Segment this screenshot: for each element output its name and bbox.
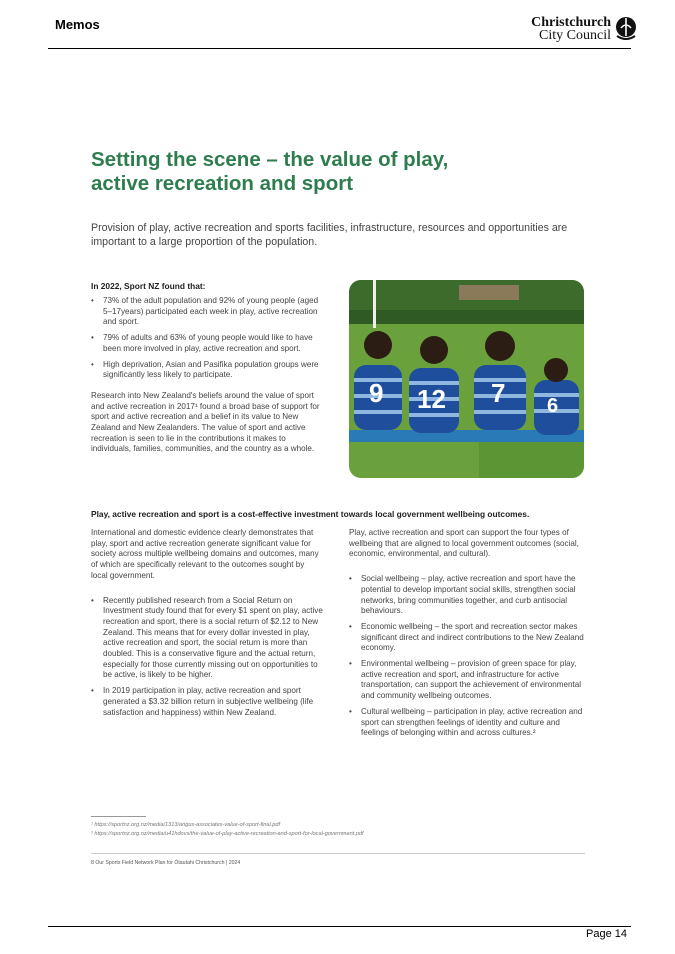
list-item: • Recently published research from a Social Return on Investment study found that for every $1 spent on play, active recreation and sport, there is a social return of $2.12 to New Zealand. This means that for every dollar invested in play, active recreation and sport, the social return is more than doubled. This is a conservative figure and the actual return, especially for those currently missing out on opportunities to be active, is likely to be higher. — [91, 596, 323, 682]
investment-heading: Play, active recreation and sport is a cost-effective investment towards local government wellbeing outcomes. — [91, 509, 530, 519]
footnote-rule — [91, 816, 146, 817]
list-item: • Economic wellbeing – the sport and recreation sector makes significant direct and indirect contributions to the New Zealand economy. — [349, 622, 586, 654]
left-bottom-column — [91, 528, 323, 723]
jersey-number: 7 — [491, 378, 506, 408]
list-item: • In 2019 participation in play, active recreation and sport generated a $3.32 billion return in subjective wellbeing (life satisfaction and happiness) within New Zealand. — [91, 686, 323, 718]
footnote-link[interactable]: ² https://sportnz.org.nz/media/u41hdovs/the-value-of-play-active-recreation-and-sport-for-local-government.pdf — [91, 831, 364, 837]
wellbeing-list — [349, 574, 586, 739]
right-bottom-column — [349, 528, 586, 744]
list-item: • Cultural wellbeing – participation in play, active recreation and sport can strengthen feelings of identity and culture and feelings of belonging within and across cultures.² — [349, 707, 586, 739]
council-emblem-icon — [615, 16, 637, 42]
lead-paragraph: Provision of play, active recreation and sports facilities, infrastructure, resources and opportunities are important to a large proportion of the population. — [91, 222, 568, 248]
doc-footer-rule — [91, 853, 585, 854]
memo-header-title: Memos — [55, 17, 100, 32]
evidence-paragraph: International and domestic evidence clearly demonstrates that play, sport and active recreation generate significant value for society across multiple wellbeing domains and outcomes, many of which are specifically relevant to the outcomes sought by local government. — [91, 528, 319, 580]
page-number: Page 14 — [586, 928, 627, 940]
left-top-column — [91, 296, 323, 461]
section-title: Setting the scene – the value of play, active recreation and sport — [91, 148, 449, 195]
council-logo — [531, 16, 611, 42]
footnote-link[interactable]: ¹ https://sportnz.org.nz/media/1313/angus-associates-value-of-sport-final.pdf — [91, 822, 281, 828]
jersey-number: 6 — [547, 395, 559, 417]
sport-nz-list — [91, 296, 323, 381]
header-rule — [48, 48, 631, 49]
logo-line1: Christchurch — [531, 15, 611, 30]
list-item: • Social wellbeing – play, active recreation and sport have the potential to develop important social skills, strengthen social networks, bring communities together, and curb antisocial behaviours. — [349, 574, 586, 617]
list-item: • High deprivation, Asian and Pasifika population groups were significantly less likely to participate. — [91, 360, 323, 381]
jersey-number: 12 — [417, 384, 446, 414]
list-item: • Environmental wellbeing – provision of green space for play, active recreation and sport, and infrastructure for active transportation, can support the achievement of environmental and community wellbeing outcomes. — [349, 659, 586, 702]
photo-illustration — [349, 280, 584, 478]
doc-footer: 8 Our Sports Field Network Plan for Ōtautahi Christchurch | 2024 — [91, 860, 241, 866]
list-item: • 79% of adults and 63% of young people would like to have been more involved in play, active recreation and sport. — [91, 333, 323, 354]
evidence-list — [91, 596, 323, 719]
footer-rule — [48, 926, 631, 927]
research-paragraph: Research into New Zealand's beliefs around the value of sport and active recreation in 2017¹ found a broad base of support for sport and active recreation and a belief in its value to New Zealand and New Zealanders. The value of sport and active recreation is seen to lie in the contributions it makes to individuals, families, communities, and the country as a whole. — [91, 390, 320, 454]
rugby-kids-photo — [349, 280, 584, 478]
list-item: • 73% of the adult population and 92% of young people (aged 5–17years) participated each week in play, active recreation and sport. — [91, 296, 323, 328]
sport-nz-heading: In 2022, Sport NZ found that: — [91, 281, 206, 291]
logo-line2: City Council — [539, 28, 611, 43]
wellbeing-paragraph: Play, active recreation and sport can support the four types of wellbeing that are aligned to local government outcomes (social, economic, environmental, and cultural). — [349, 528, 579, 559]
jersey-number: 9 — [369, 378, 384, 408]
